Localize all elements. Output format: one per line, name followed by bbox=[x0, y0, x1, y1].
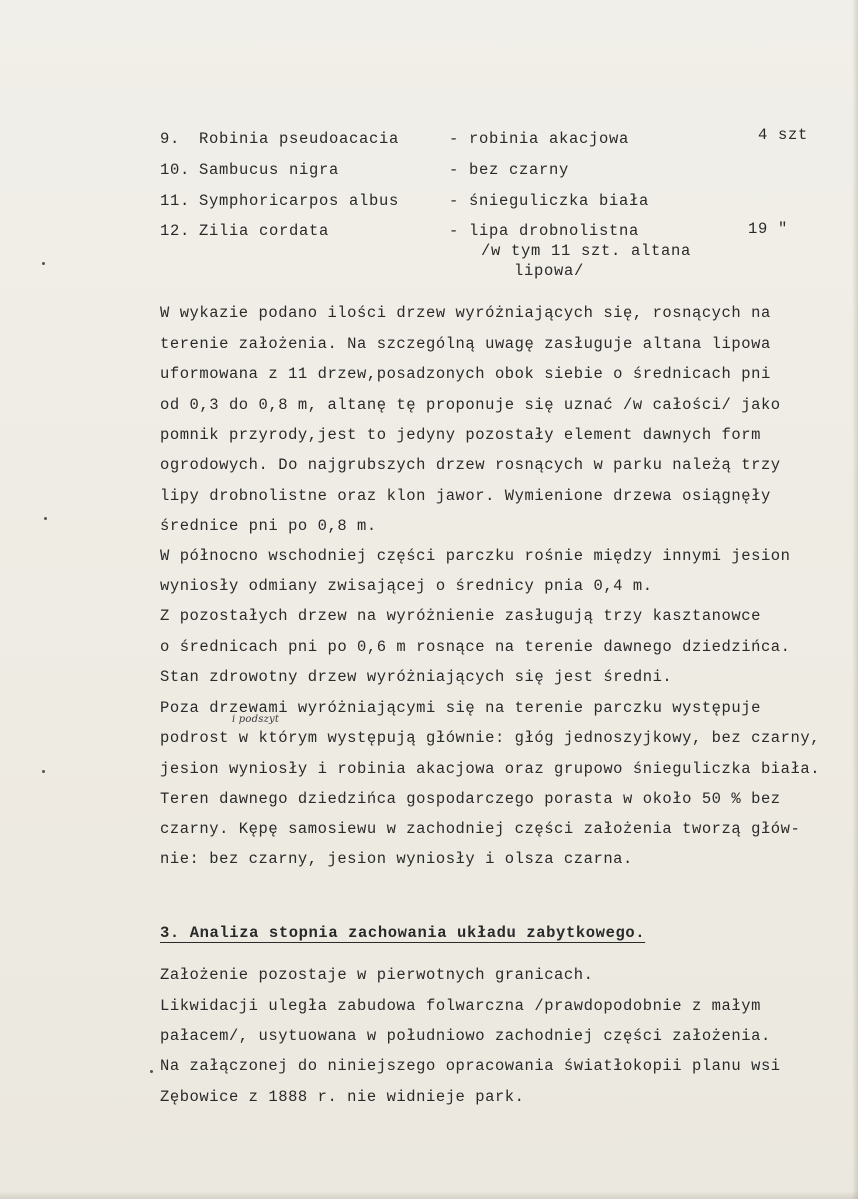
section-line: Zębowice z 1888 r. nie widnieje park. bbox=[160, 1088, 525, 1106]
margin-mark bbox=[44, 517, 47, 520]
plant-polish-name: - lipa drobnolistna bbox=[449, 222, 640, 240]
plant-latin-name: Symphoricarpos albus bbox=[199, 192, 400, 210]
margin-mark bbox=[42, 262, 45, 265]
paragraph-line: Teren dawnego dziedzińca gospodarczego porasta w około 50 % bez bbox=[160, 790, 781, 808]
plant-latin-name: Robinia pseudoacacia bbox=[199, 130, 400, 148]
paragraph-line: czarny. Kępę samosiewu w zachodniej części założenia tworzą głów- bbox=[160, 820, 801, 838]
plant-quantity: 4 szt bbox=[758, 126, 809, 144]
plant-number: 11. bbox=[160, 192, 191, 210]
paragraph-line: podrost w którym występują głównie: głóg jednoszyjkowy, bez czarny, bbox=[160, 729, 821, 747]
plant-number: 10. bbox=[160, 161, 191, 179]
paragraph-line: jesion wyniosły i robinia akacjowa oraz grupowo śnieguliczka biała. bbox=[160, 760, 821, 778]
paragraph-line: Z pozostałych drzew na wyróżnienie zasługują trzy kasztanowce bbox=[160, 607, 761, 625]
paragraph-line: nie: bez czarny, jesion wyniosły i olsza czarna. bbox=[160, 850, 633, 868]
paragraph-line: od 0,3 do 0,8 m, altanę tę proponuje się uznać /w całości/ jako bbox=[160, 396, 781, 414]
plant-polish-name: - bez czarny bbox=[449, 161, 570, 179]
plant-note-line: /w tym 11 szt. altana bbox=[481, 242, 692, 260]
section-heading: 3. Analiza stopnia zachowania układu zabytkowego. bbox=[160, 924, 646, 942]
page-bottom-shadow bbox=[0, 1191, 858, 1199]
section-line: pałacem/, usytuowana w południowo zachodniej części założenia. bbox=[160, 1027, 771, 1045]
paragraph-line: Stan zdrowotny drzew wyróżniających się jest średni. bbox=[160, 668, 673, 686]
section-line: Na załączonej do niniejszego opracowania światłokopii planu wsi bbox=[160, 1057, 781, 1075]
paragraph-line: W północno wschodniej części parczku rośnie między innymi jesion bbox=[160, 547, 791, 565]
section-line: Likwidacji uległa zabudowa folwarczna /prawdopodobnie z małym bbox=[160, 997, 761, 1015]
paragraph-line: o średnicach pni po 0,6 m rosnące na terenie dawnego dziedzińca. bbox=[160, 638, 791, 656]
paragraph-line: wyniosły odmiany zwisającej o średnicy pnia 0,4 m. bbox=[160, 577, 653, 595]
paragraph-line: lipy drobnolistne oraz klon jawor. Wymienione drzewa osiągnęły bbox=[160, 487, 771, 505]
paragraph-line: pomnik przyrody,jest to jedyny pozostały element dawnych form bbox=[160, 426, 761, 444]
paragraph-line: terenie założenia. Na szczególną uwagę zasługuje altana lipowa bbox=[160, 335, 771, 353]
plant-latin-name: Zilia cordata bbox=[199, 222, 330, 240]
page-edge-shadow bbox=[852, 0, 858, 1199]
plant-note-line: lipowa/ bbox=[514, 262, 585, 280]
paragraph-line: Poza drzewami wyróżniającymi się na terenie parczku występuje bbox=[160, 699, 761, 717]
paragraph-line: W wykazie podano ilości drzew wyróżniających się, rosnących na bbox=[160, 304, 771, 322]
plant-number: 9. bbox=[160, 130, 181, 148]
plant-number: 12. bbox=[160, 222, 191, 240]
plant-quantity: 19 " bbox=[748, 220, 789, 238]
margin-mark bbox=[150, 1070, 153, 1073]
handwritten-insertion: i podszyt bbox=[232, 714, 280, 725]
paragraph-line: uformowana z 11 drzew,posadzonych obok siebie o średnicach pni bbox=[160, 365, 771, 383]
plant-latin-name: Sambucus nigra bbox=[199, 161, 340, 179]
paragraph-line: średnice pni po 0,8 m. bbox=[160, 517, 377, 535]
paragraph-line: ogrodowych. Do najgrubszych drzew rosnących w parku należą trzy bbox=[160, 456, 781, 474]
margin-mark bbox=[42, 770, 45, 773]
plant-polish-name: - robinia akacjowa bbox=[449, 130, 630, 148]
plant-polish-name: - śnieguliczka biała bbox=[449, 192, 650, 210]
section-line: Założenie pozostaje w pierwotnych granicach. bbox=[160, 966, 594, 984]
